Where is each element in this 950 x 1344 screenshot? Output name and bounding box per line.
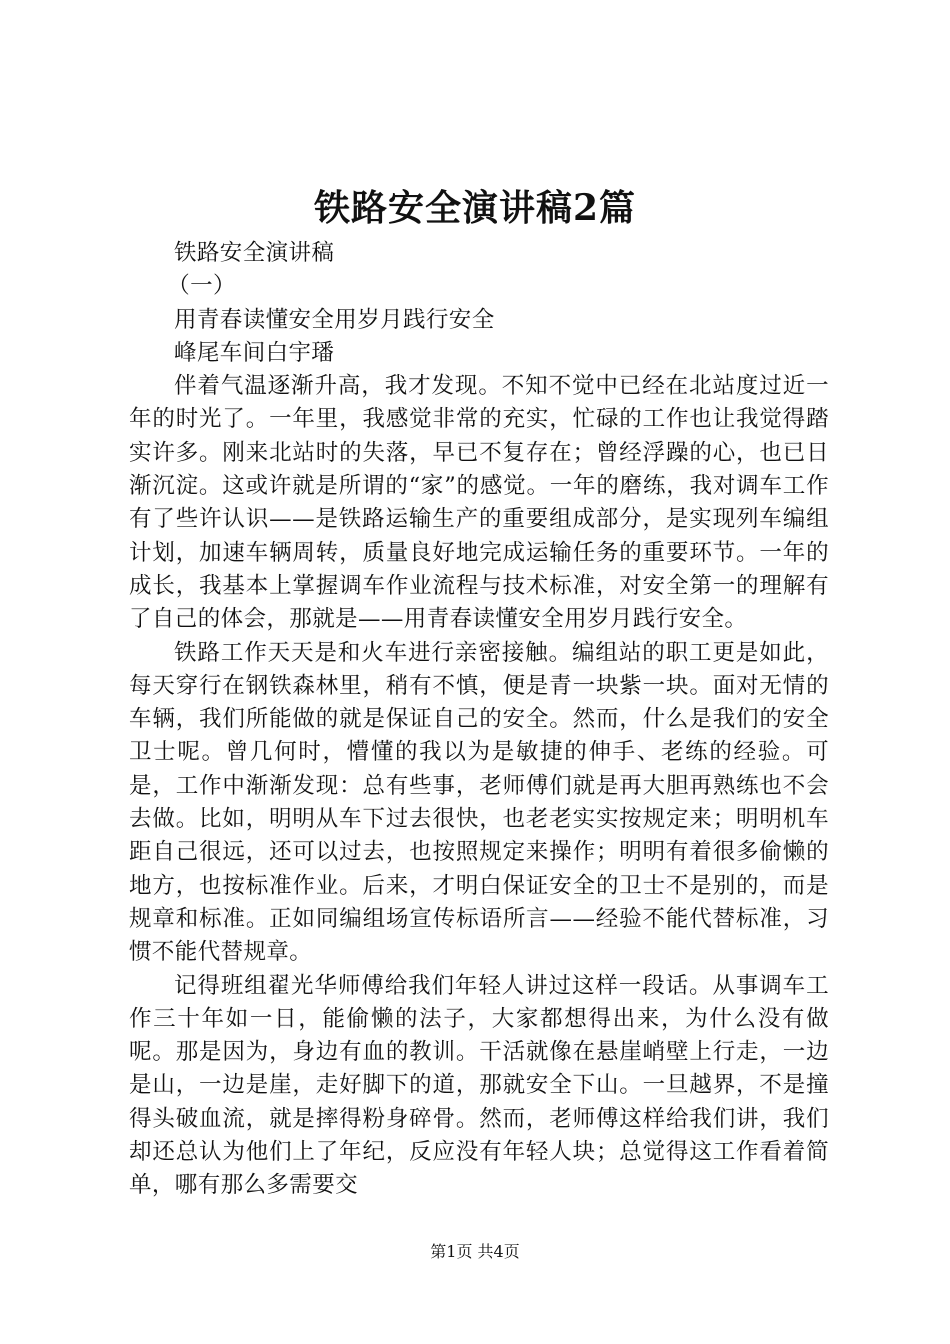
body-paragraph: 铁路工作天天是和火车进行亲密接触。编组站的职工更是如此，每天穿行在钢铁森林里，稍有不慎，便是青一块紫一块。面对无情的车辆，我们所能做的就是保证自己的安全。然而，什么是我们的安全卫士呢。曾几何时，懵懂的我以为是敏捷的伸手、老练的经验。可是，工作中渐渐发现：总有些事，老师傅们就是再大胆再熟练也不会去做。比如，明明从车下过去很快，也老老实实按规定来；明明机车距自己很远，还可以过去，也按照规定来操作；明明有着很多偷懒的地方，也按标准作业。后来，才明白保证安全的卫士不是别的，而是规章和标准。正如同编组场宣传标语所言——经验不能代替标准，习惯不能代替规章。 xyxy=(129,639,829,966)
speech-subtitle: 用青春读懂安全用岁月践行安全 xyxy=(174,306,495,333)
author-line: 峰尾车间白宇璠 xyxy=(174,339,335,366)
document-body xyxy=(129,237,829,1203)
body-paragraph: 记得班组翟光华师傅给我们年轻人讲过这样一段话。从事调车工作三十年如一日，能偷懒的法子，大家都想得出来，为什么没有做呢。那是因为，身边有血的教训。干活就像在悬崖峭壁上行走，一边是山，一边是崖，走好脚下的道，那就安全下山。一旦越界，不是撞得头破血流，就是摔得粉身碎骨。然而，老师傅这样给我们讲，我们却还总认为他们上了年纪，反应没有年轻人块；总觉得这工作看着简单，哪有那么多需要交 xyxy=(129,972,829,1199)
section-heading: （一） xyxy=(167,273,236,300)
document-title: 铁路安全演讲稿2篇 xyxy=(313,187,637,229)
body-paragraph: 伴着气温逐渐升高，我才发现。不知不觉中已经在北站度过近一年的时光了。一年里，我感觉非常的充实，忙碌的工作也让我觉得踏实许多。刚来北站时的失落，早已不复存在；曾经浮躁的心，也已日渐沉淀。这或许就是所谓的“家”的感觉。一年的磨练，我对调车工作有了些许认识——是铁路运输生产的重要组成部分，是实现列车编组计划，加速车辆周转，质量良好地完成运输任务的重要环节。一年的成长，我基本上掌握调车作业流程与技术标准，对安全第一的理解有了自己的体会，那就是——用青春读懂安全用岁月践行安全。 xyxy=(129,373,829,633)
doc-name-heading: 铁路安全演讲稿 xyxy=(174,240,335,266)
page-number-footer: 第1页 共4页 xyxy=(430,1242,520,1261)
